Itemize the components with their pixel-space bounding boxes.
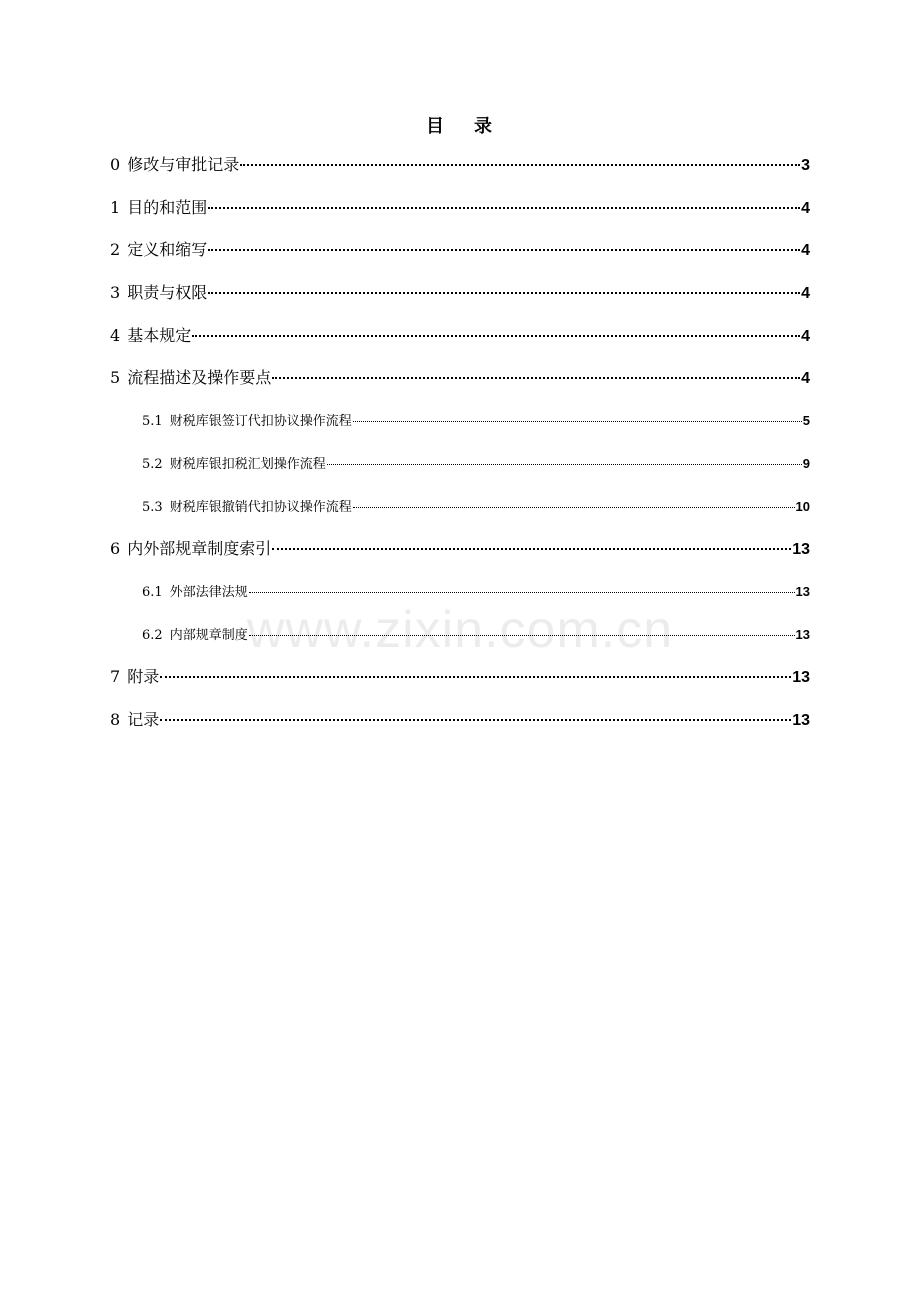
toc-entry-text: 记录 — [127, 709, 160, 729]
toc-entry-2[interactable] — [110, 229, 810, 272]
toc-entry-number: 5.2 — [142, 456, 163, 472]
toc-entry-page: 4 — [801, 327, 810, 345]
toc-dot-leader — [160, 719, 791, 721]
toc-entry-page: 9 — [802, 455, 810, 471]
toc-entry-page: 4 — [801, 199, 810, 217]
toc-entry-page: 5 — [802, 413, 810, 429]
toc-entry-text: 财税库银扣税汇划操作流程 — [169, 456, 326, 472]
toc-entry-page: 3 — [801, 157, 810, 174]
toc-dot-leader — [249, 592, 795, 593]
toc-entry-number: 1 — [110, 197, 121, 217]
toc-entry-text: 财税库银撤销代扣协议操作流程 — [169, 499, 352, 515]
toc-entry-page: 4 — [801, 242, 810, 260]
toc-entry-number: 6.1 — [142, 584, 163, 600]
toc-entry-number: 8 — [110, 709, 121, 729]
watermark: www.zixin.com.cn — [246, 601, 674, 659]
toc-entry-page: 4 — [801, 285, 810, 303]
toc-entry-number: 6 — [110, 539, 121, 559]
toc-entry-text: 外部法律法规 — [169, 584, 248, 600]
toc-dot-leader — [240, 164, 800, 166]
toc-entry-text: 附录 — [127, 667, 160, 687]
toc-entry-6-1[interactable] — [110, 571, 810, 614]
toc-entry-number: 5.3 — [142, 499, 163, 515]
toc-dot-leader — [272, 548, 791, 550]
toc-entry-6[interactable] — [110, 528, 810, 571]
toc-entry-page: 4 — [801, 370, 810, 388]
toc-entry-5-1[interactable] — [110, 400, 810, 443]
toc-entry-0[interactable] — [110, 144, 810, 187]
toc-dot-leader — [353, 421, 802, 422]
toc-dot-leader — [208, 292, 800, 294]
toc-entry-number: 7 — [110, 667, 121, 687]
toc-entry-text: 目的和范围 — [127, 197, 208, 217]
toc-title-right: 录 — [474, 116, 494, 137]
toc-entry-text: 职责与权限 — [127, 283, 208, 303]
toc-entry-6-2[interactable] — [110, 614, 810, 657]
toc-dot-leader — [208, 207, 800, 209]
toc-entry-text: 基本规定 — [127, 325, 192, 345]
toc-dot-leader — [353, 507, 795, 508]
toc-entry-page: 13 — [792, 541, 810, 559]
toc-entry-page: 13 — [792, 711, 810, 729]
toc-entry-number: 5.1 — [142, 414, 163, 430]
toc-dot-leader — [160, 676, 791, 678]
toc-entry-text: 财税库银签订代扣协议操作流程 — [169, 414, 352, 430]
toc-dot-leader — [249, 635, 795, 636]
toc-dot-leader — [208, 249, 800, 251]
toc-entry-3[interactable] — [110, 272, 810, 315]
toc-entry-page: 10 — [795, 498, 810, 514]
toc-dot-leader — [327, 464, 802, 465]
toc-entry-7[interactable] — [110, 656, 810, 699]
toc-list — [110, 144, 810, 742]
toc-title-left: 目 — [426, 116, 446, 137]
toc-entry-number: 0 — [110, 155, 121, 174]
toc-entry-text: 内外部规章制度索引 — [127, 539, 272, 559]
toc-title — [0, 112, 920, 138]
toc-dot-leader — [272, 377, 800, 379]
toc-entry-4[interactable] — [110, 315, 810, 358]
toc-entry-page: 13 — [795, 583, 810, 599]
toc-entry-number: 5 — [110, 368, 121, 388]
toc-entry-number: 3 — [110, 283, 121, 303]
toc-entry-number: 4 — [110, 325, 121, 345]
toc-entry-number: 2 — [110, 240, 121, 260]
toc-dot-leader — [192, 335, 800, 337]
toc-entry-5-3[interactable] — [110, 486, 810, 529]
toc-entry-text: 定义和缩写 — [127, 240, 208, 260]
toc-entry-page: 13 — [795, 626, 810, 642]
toc-entry-5[interactable] — [110, 357, 810, 400]
toc-entry-text: 流程描述及操作要点 — [127, 368, 272, 388]
toc-entry-number: 6.2 — [142, 627, 163, 643]
toc-entry-text: 修改与审批记录 — [127, 155, 240, 174]
toc-entry-text: 内部规章制度 — [169, 627, 248, 643]
toc-entry-1[interactable] — [110, 187, 810, 230]
toc-entry-5-2[interactable] — [110, 443, 810, 486]
toc-entry-8[interactable] — [110, 699, 810, 742]
toc-entry-page: 13 — [792, 669, 810, 687]
